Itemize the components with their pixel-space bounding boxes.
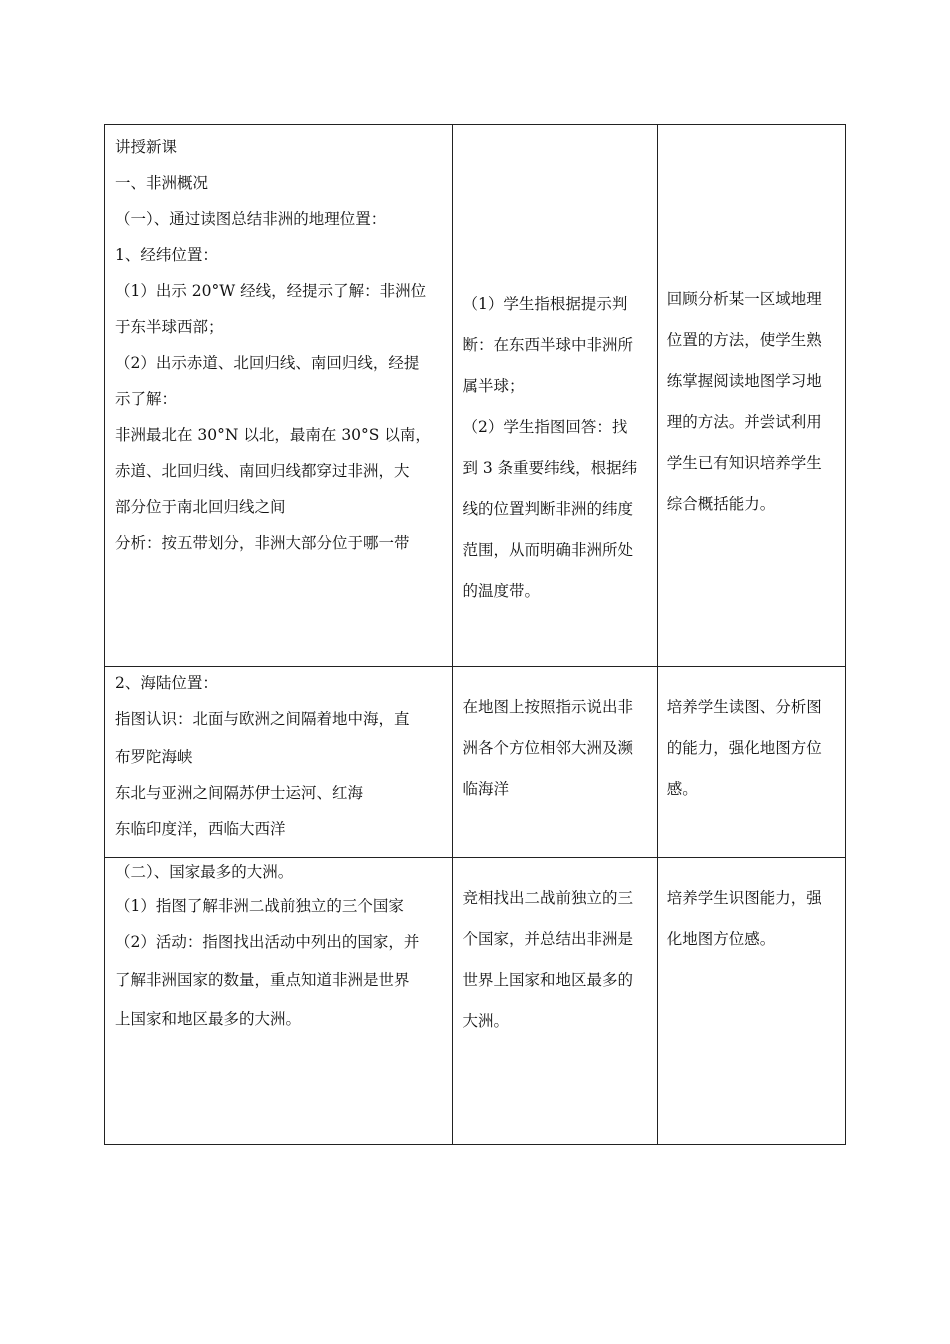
text-line: 位置的方法，使学生熟 [666,331,822,349]
text-line: 上国家和地区最多的大洲。 [115,1010,302,1028]
text-line: 培养学生识图能力，强 [666,889,822,907]
table-row [105,858,846,1145]
text-line: 临海洋 [462,780,509,798]
text-line: （2）出示赤道、北回归线、南回归线，经提 [115,354,420,372]
text-line: （一）、通过读图总结非洲的地理位置： [115,210,387,228]
text-line: 了解非洲国家的数量，重点知道非洲是世界 [115,971,410,989]
text-line: 综合概括能力。 [666,495,776,513]
text-line: 学生已有知识培养学生 [666,454,822,472]
design-intent-cell [657,125,845,667]
text-line: （1）出示 20°W 经线，经提示了解：非洲位 [115,282,427,300]
text-line: 培养学生读图、分析图 [666,698,822,716]
text-line: 非洲最北在 30°N 以北，最南在 30°S 以南， [115,426,431,444]
text-line: 分析：按五带划分，非洲大部分位于哪一带 [115,534,410,552]
text-line: 属半球； [462,377,525,395]
design-intent-cell [657,858,845,1145]
text-line: 在地图上按照指示说出非 [462,698,633,716]
text-line: 断：在东西半球中非洲所 [462,336,633,354]
text-line: （二）、国家最多的大洲。 [115,863,294,881]
design-intent-cell [657,667,845,858]
text-line: 于东半球西部； [115,318,224,336]
table-row [105,667,846,858]
text-line: 一、非洲概况 [115,174,209,192]
text-line: 的能力，强化地图方位 [666,739,822,757]
text-line: 讲授新课 [115,138,178,156]
teacher-activity-cell [105,125,453,667]
text-line: 感。 [666,780,698,798]
text-line: 部分位于南北回归线之间 [115,498,286,516]
text-line: 布罗陀海峡 [115,748,193,766]
student-activity-cell [453,125,657,667]
student-activity-cell [453,667,657,858]
table-row [105,125,846,667]
text-line: 到 3 条重要纬线，根据纬 [462,459,638,477]
text-line: （1）学生指根据提示判 [462,295,628,313]
text-line: 示了解： [115,390,178,408]
text-line: 1、经纬位置： [115,246,218,264]
text-line: 化地图方位感。 [666,930,776,948]
text-line: 指图认识：北面与欧洲之间隔着地中海，直 [115,710,410,728]
text-line: 的温度带。 [462,582,540,600]
text-line: 洲各个方位相邻大洲及濒 [462,739,633,757]
text-line: 竞相找出二战前独立的三 [462,889,633,907]
text-line: 线的位置判断非洲的纬度 [462,500,633,518]
text-line: 东北与亚洲之间隔苏伊士运河、红海 [115,784,364,802]
text-line: 大洲。 [462,1012,509,1030]
teacher-activity-cell [105,858,453,1145]
text-line: 练掌握阅读地图学习地 [666,372,822,390]
text-line: 世界上国家和地区最多的 [462,971,633,989]
text-line: 东临印度洋，西临大西洋 [115,820,286,838]
text-line: 2、海陆位置： [115,674,218,692]
text-line: 理的方法。并尝试利用 [666,413,822,431]
text-line: 赤道、北回归线、南回归线都穿过非洲，大 [115,462,410,480]
text-line: （1）指图了解非洲二战前独立的三个国家 [115,897,404,915]
lesson-plan-table [104,124,846,1145]
text-line: 回顾分析某一区域地理 [666,290,822,308]
text-line: 范围，从而明确非洲所处 [462,541,633,559]
text-line: （2）活动：指图找出活动中列出的国家，并 [115,933,420,951]
text-line: 个国家，并总结出非洲是 [462,930,633,948]
text-line: （2）学生指图回答：找 [462,418,628,436]
teacher-activity-cell [105,667,453,858]
student-activity-cell [453,858,657,1145]
